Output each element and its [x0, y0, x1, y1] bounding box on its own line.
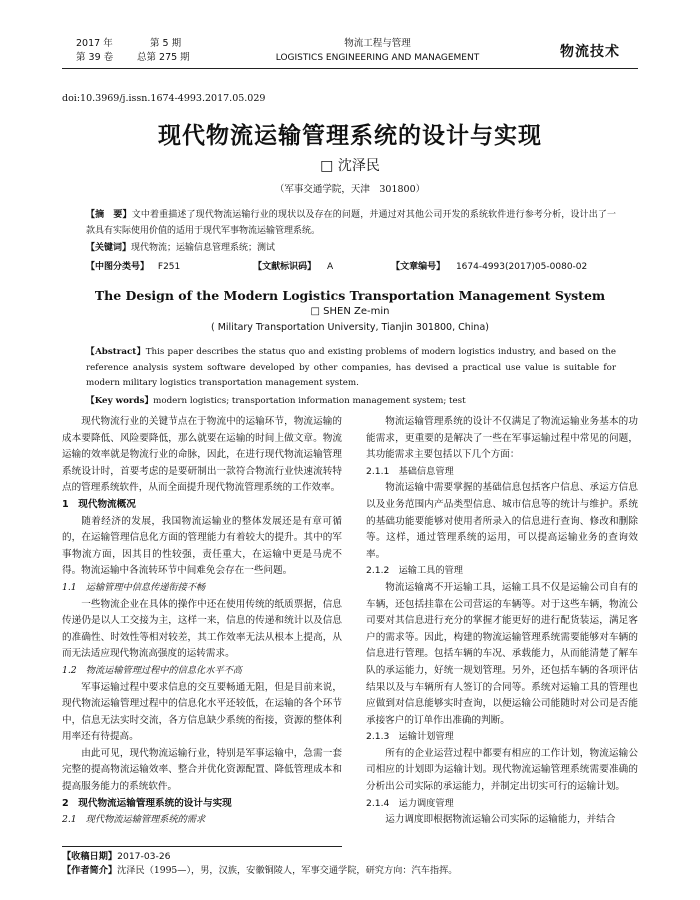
section-2-1-4-paragraph: 运力调度即根据物流运输公司实际的运输能力，并结合 — [385, 814, 616, 826]
doc-code-label: 【文献标识码】 — [253, 261, 317, 272]
section-1-2-paragraph-b: 由此可见，现代物流运输行业，特别是军事运输中，急需一套完整的提高物流运输效率、整合并优化资源配置、降低管理成本和提高服务能力的系统软件。 — [62, 747, 342, 793]
keywords-en-text: modern logistics; transportation information management system; test — [153, 395, 466, 406]
header-journal-cn: 物流工程与管理 — [344, 38, 411, 49]
keywords-cn-label: 【关键词】 — [86, 243, 132, 253]
footnotes — [62, 850, 642, 878]
abstract-en-text: This paper describes the status quo and existing problems of modern logistics industry, and based on the reference analysis system software developed by other companies, has devised a practical use value is suitable for modern military logistics transportation management system. — [86, 347, 616, 388]
keywords-cn-text: 现代物流；运输信息管理系统；测试 — [131, 243, 276, 253]
cls-label: 【中图分类号】 — [86, 261, 150, 272]
author-bio-row — [62, 864, 642, 878]
section-1-1-heading: 1.1 运输管理中信息传递衔接不畅 — [62, 581, 206, 593]
header-total: 总第 275 期 — [137, 52, 190, 63]
header-rule — [62, 68, 638, 69]
section-2-1-heading: 2.1 现代物流运输管理系统的需求 — [62, 814, 206, 826]
section-2-heading: 2 现代物流运输管理系统的设计与实现 — [62, 797, 232, 809]
classification-row — [86, 260, 616, 276]
section-2-1-intro: 物流运输管理系统的设计不仅满足了物流运输业务基本的功能需求，更重要的是解决了一些在军事运输过程中常见的问题，其功能需求主要包括以下几个方面： — [366, 416, 638, 461]
article-no-label: 【文章编号】 — [391, 261, 446, 272]
doc-code-value: A — [327, 261, 334, 272]
title-cn: 现代物流运输管理系统的设计与实现 — [158, 122, 542, 149]
received-date-row — [62, 850, 642, 864]
section-1-1-paragraph: 一些物流企业在具体的操作中还在使用传统的纸质票据，信息传递仍是以人工交接为主，这样一来，信息的传递和统计以及信息的准确性、时效性等相对较差，其工作效率无法从根本上提高，从而无法适应现代物流高强度的运转需求。 — [62, 598, 342, 660]
header-volume: 第 39 卷 — [76, 52, 114, 63]
section-1-paragraph: 随着经济的发展，我国物流运输业的整体发展还是有章可循的，在运输管理信息化方面的管理能力有着较大的提升。其中的军事物流方面，因其目的性较强，责任重大，在运输中更是马虎不得。物流运输中各流转环节中间难免会存在一些问题。 — [62, 515, 342, 577]
doi: doi:10.3969/j.issn.1674-4993.2017.05.029 — [62, 93, 266, 104]
section-2-1-2-heading: 2.1.2 运输工具的管理 — [366, 565, 463, 577]
header-column: 物流技术 — [560, 44, 620, 60]
abstract-en-label: 【Abstract】 — [86, 347, 146, 357]
abstract-cn — [86, 208, 616, 275]
footnote-rule — [62, 846, 342, 847]
right-column — [366, 414, 638, 829]
cls-value: F251 — [157, 261, 181, 272]
abstract-en — [86, 345, 616, 409]
header-issue: 第 5 期 — [150, 38, 182, 49]
author-bio-label: 【作者简介】 — [62, 865, 118, 876]
title-en: The Design of the Modern Logistics Transportation Management System — [94, 288, 606, 303]
left-column — [62, 414, 342, 829]
abstract-cn-text: 文中着重描述了现代物流运输行业的现状以及存在的问题，并通过对其他公司开发的系统软件进行参考分析，设计出了一款具有实际使用价值的适用于现代军事物流运输管理系统。 — [86, 210, 616, 236]
section-2-1-3-paragraph: 所有的企业运营过程中都要有相应的工作计划，物流运输公司相应的计划即为运输计划。现代物流运输管理系统需要准确的分析出公司实际的承运能力，并制定出切实可行的运输计划。 — [366, 747, 638, 793]
section-2-1-2-paragraph: 物流运输离不开运输工具，运输工具不仅是运输公司自有的车辆，还包括挂靠在公司营运的车辆等。对于这些车辆，物流公司要对其信息进行充分的掌握才能更好的进行配货装运，满足客户的需求等。因此，构建的物流运输管理系统需要能够对车辆的信息进行管理。包括车辆的车况、承载能力，从而能清楚了解车队的承运能力，好统一规划管理。另外，还包括车辆的各项评估结果以及与车辆所有人签订的合同等。系统对运输工具的管理也应做到对信息能够实时查询，以便运输公司能随时对公司是否能承接客户的订单作出准确的判断。 — [366, 581, 638, 726]
section-2-1-4-heading: 2.1.4 运力调度管理 — [366, 797, 454, 809]
intro-paragraph: 现代物流行业的关键节点在于物流中的运输环节，物流运输的成本要降低、风险要降低，那么就要在运输的时间上做文章。物流运输的效率就是物流行业的命脉，因此，在进行现代物流运输管理系统设计时，首要考虑的是要研制出一款符合物流行业快速流转特点的管理系统软件，从而全面提升现代物流管理系统的工作效率。 — [62, 416, 342, 494]
affiliation-en: ( Military Transportation University, Tianjin 301800, China) — [211, 322, 489, 333]
section-1-heading: 1 现代物流概况 — [62, 498, 136, 510]
section-1-2-paragraph-a: 军事运输过程中要求信息的交互要畅通无阻，但是目前来说，现代物流运输管理过程中的信息化水平还较低，在运输的各个环节中，信息无法实时交流，各方信息缺少系统的衔接，资源的整体利用率还有待提高。 — [62, 681, 342, 743]
author-bio-value: 沈泽民（1995—），男，汉族，安徽铜陵人，军事交通学院，研究方向：汽车指挥。 — [117, 865, 458, 876]
received-date-value: 2017-03-26 — [117, 851, 171, 862]
author-en: □ SHEN Ze-min — [310, 306, 390, 317]
header-year: 2017 年 — [76, 38, 113, 49]
received-date-label: 【收稿日期】 — [62, 851, 118, 862]
author-cn: □ 沈泽民 — [320, 158, 380, 174]
affiliation-cn: （军事交通学院，天津 301800） — [274, 184, 426, 195]
section-2-1-1-heading: 2.1.1 基础信息管理 — [366, 465, 454, 477]
section-2-1-3-heading: 2.1.3 运输计划管理 — [366, 731, 454, 743]
section-1-2-heading: 1.2 物流运输管理过程中的信息化水平不高 — [62, 664, 242, 676]
abstract-cn-label: 【摘 要】 — [86, 210, 132, 220]
header-journal-en: LOGISTICS ENGINEERING AND MANAGEMENT — [275, 53, 480, 63]
section-2-1-1-paragraph: 物流运输中需要掌握的基础信息包括客户信息、承运方信息以及业务范围内产品类型信息、城市信息等的统计与维护。系统的基础功能要能够对使用者所录入的信息进行查询、修改和删除等。这样，通过管理系统的运用，可以提高运输业务的查询效率。 — [366, 482, 638, 560]
keywords-en-label: 【Key words】 — [86, 395, 154, 406]
article-no-value: 1674-4993(2017)05-0080-02 — [455, 261, 588, 272]
